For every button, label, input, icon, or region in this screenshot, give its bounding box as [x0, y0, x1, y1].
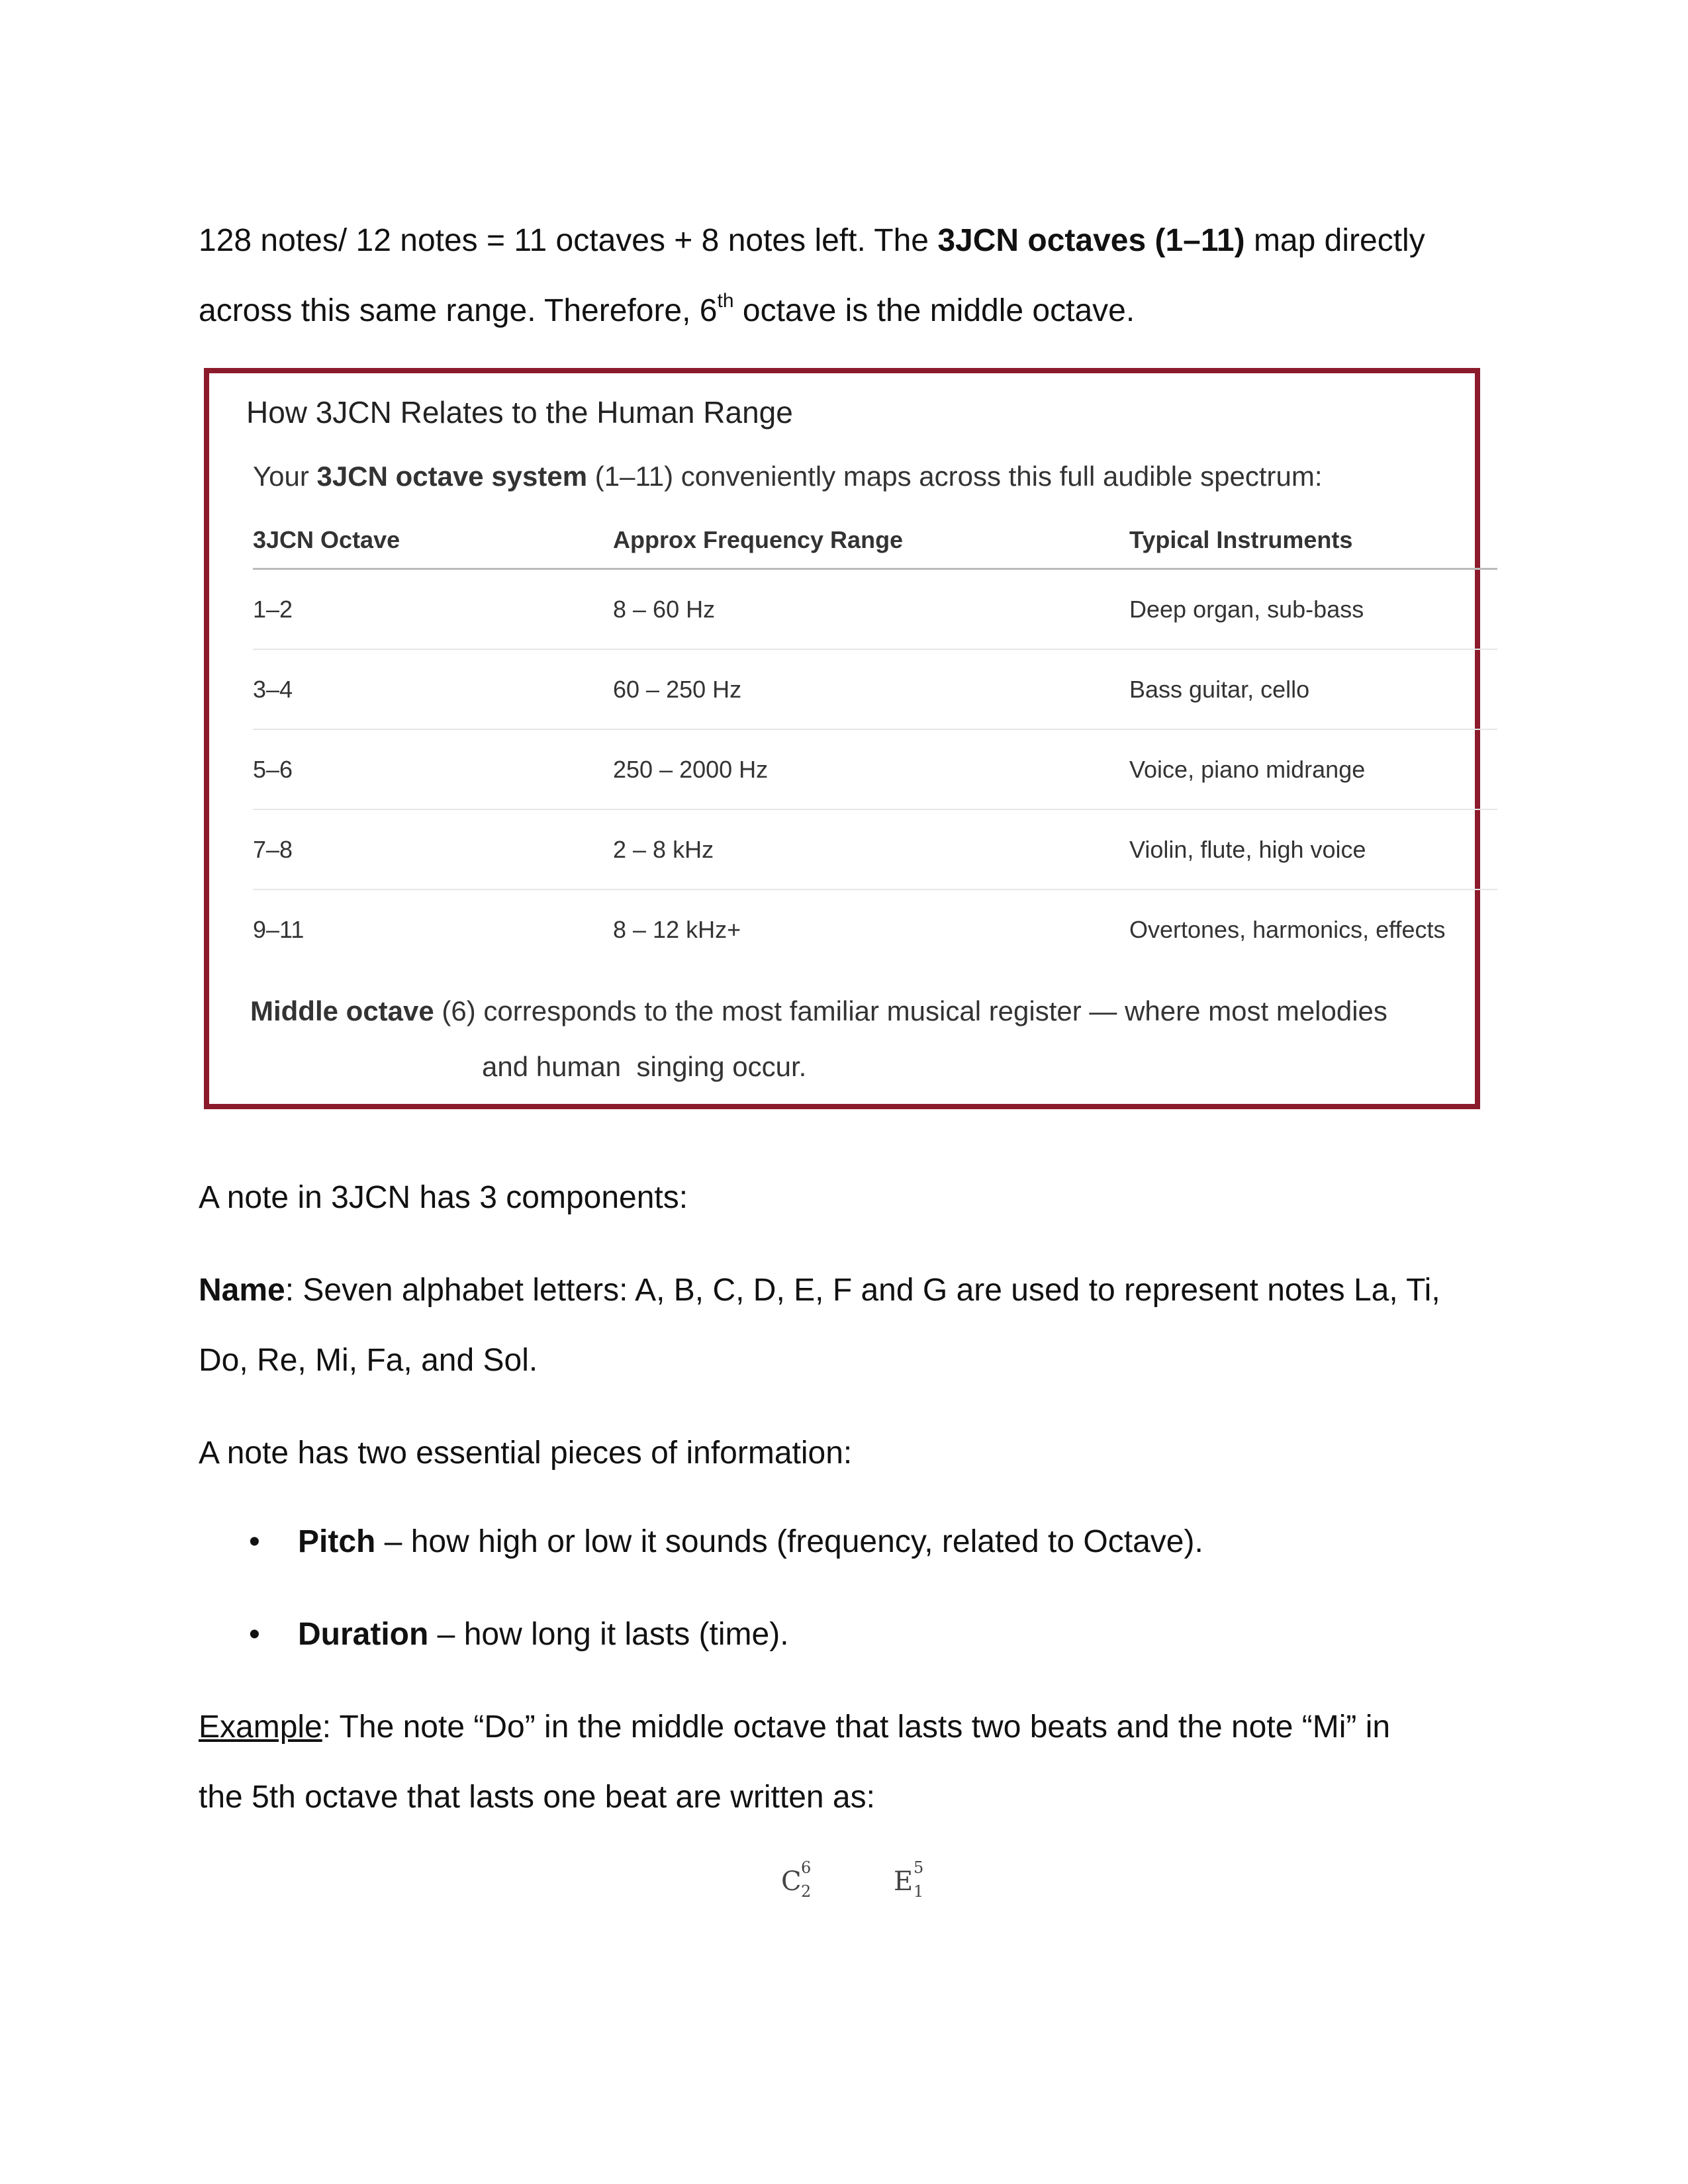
header-instruments: Typical Instruments	[1129, 512, 1497, 569]
table-row	[253, 569, 1497, 650]
cell-octave: 5–6	[253, 729, 613, 809]
cell-frequency: 8 – 60 Hz	[613, 569, 1129, 650]
cell-frequency: 2 – 8 kHz	[613, 809, 1129, 889]
bullet-label: Duration	[298, 1617, 429, 1652]
note-letter: E	[894, 1866, 914, 1897]
name-text: : Seven alphabet letters: A, B, C, D, E, F and G are used to represent notes La, Ti,	[285, 1273, 1440, 1308]
header-octave: 3JCN Octave	[253, 512, 613, 569]
intro-line-1	[199, 221, 1496, 261]
cell-octave: 3–4	[253, 649, 613, 729]
box-intro-bold: 3JCN octave system	[316, 461, 588, 492]
intro-text: octave is the middle octave.	[733, 293, 1135, 328]
box-intro-text: Your	[253, 461, 317, 492]
table-row	[253, 809, 1497, 889]
bullet-text: – how long it lasts (time).	[428, 1617, 789, 1652]
bullet-label: Pitch	[298, 1524, 376, 1559]
example-line-2: the 5th octave that lasts one beat are written as:	[199, 1780, 875, 1815]
table-header-row	[253, 512, 1497, 569]
bullet: •	[249, 1617, 260, 1652]
intro-bold: 3JCN octaves (1–11)	[937, 223, 1245, 258]
name-line-1	[199, 1271, 1496, 1310]
cell-octave: 9–11	[253, 915, 305, 943]
cell-octave: 7–8	[253, 809, 613, 889]
list-item	[199, 1615, 1203, 1655]
example-label: Example	[199, 1709, 322, 1745]
middle-octave-note-continued: and human singing occur.	[482, 1051, 807, 1082]
middle-octave-bold: Middle octave	[250, 995, 434, 1026]
note-octave: 6	[801, 1858, 812, 1877]
table-row	[253, 729, 1497, 809]
name-label: Name	[199, 1273, 285, 1308]
bullet-text: – how high or low it sounds (frequency, related to Octave).	[375, 1524, 1203, 1559]
human-range-box	[204, 368, 1480, 1109]
name-line-2: Do, Re, Mi, Fa, and Sol.	[199, 1343, 538, 1378]
frequency-table	[253, 512, 1497, 969]
note-symbol	[781, 1858, 812, 1901]
table-row	[253, 889, 1497, 969]
superscript: th	[717, 290, 734, 312]
note-duration: 1	[914, 1882, 924, 1901]
note-symbol-mi	[894, 1858, 924, 1901]
note-octave: 5	[914, 1858, 924, 1877]
components-heading: A note in 3JCN has 3 components:	[199, 1180, 688, 1215]
middle-octave-text: (6) corresponds to the most familiar musical register — where most melodies	[434, 995, 1387, 1026]
list-item	[199, 1522, 1203, 1562]
cell-frequency: 60 – 250 Hz	[613, 649, 1129, 729]
note-symbol-do	[781, 1858, 812, 1901]
note-letter: C	[781, 1866, 802, 1897]
cell-instruments: Deep organ, sub-bass	[1129, 569, 1497, 650]
cell-instruments: Violin, flute, high voice	[1129, 809, 1497, 889]
box-intro-text: (1–11) conveniently maps across this full audible spectrum:	[587, 461, 1323, 492]
cell-instruments: Voice, piano midrange	[1129, 729, 1497, 809]
example-line-1	[199, 1707, 1496, 1747]
intro-line-2	[199, 291, 1496, 331]
bullet: •	[249, 1524, 260, 1559]
box-intro	[253, 461, 1323, 492]
info-list	[199, 1522, 1203, 1655]
note-symbol	[894, 1858, 924, 1901]
intro-text: 128 notes/ 12 notes = 11 octaves + 8 notes left. The	[199, 223, 938, 258]
intro-text: map directly	[1244, 223, 1425, 258]
box-title: How 3JCN Relates to the Human Range	[246, 395, 793, 430]
note-duration: 2	[801, 1882, 812, 1901]
middle-octave-note	[250, 995, 1387, 1027]
example-text: : The note “Do” in the middle octave that lasts two beats and the note “Mi” in	[322, 1709, 1391, 1745]
cell-frequency: 8 – 12 kHz+	[613, 915, 741, 943]
table-row	[253, 649, 1497, 729]
cell-instruments: Bass guitar, cello	[1129, 649, 1497, 729]
info-heading: A note has two essential pieces of information:	[199, 1435, 853, 1471]
header-frequency: Approx Frequency Range	[613, 512, 1129, 569]
cell-octave: 1–2	[253, 569, 613, 650]
cell-instruments: Overtones, harmonics, effects	[1129, 915, 1446, 943]
cell-frequency: 250 – 2000 Hz	[613, 729, 1129, 809]
intro-text: across this same range. Therefore, 6	[199, 293, 718, 328]
